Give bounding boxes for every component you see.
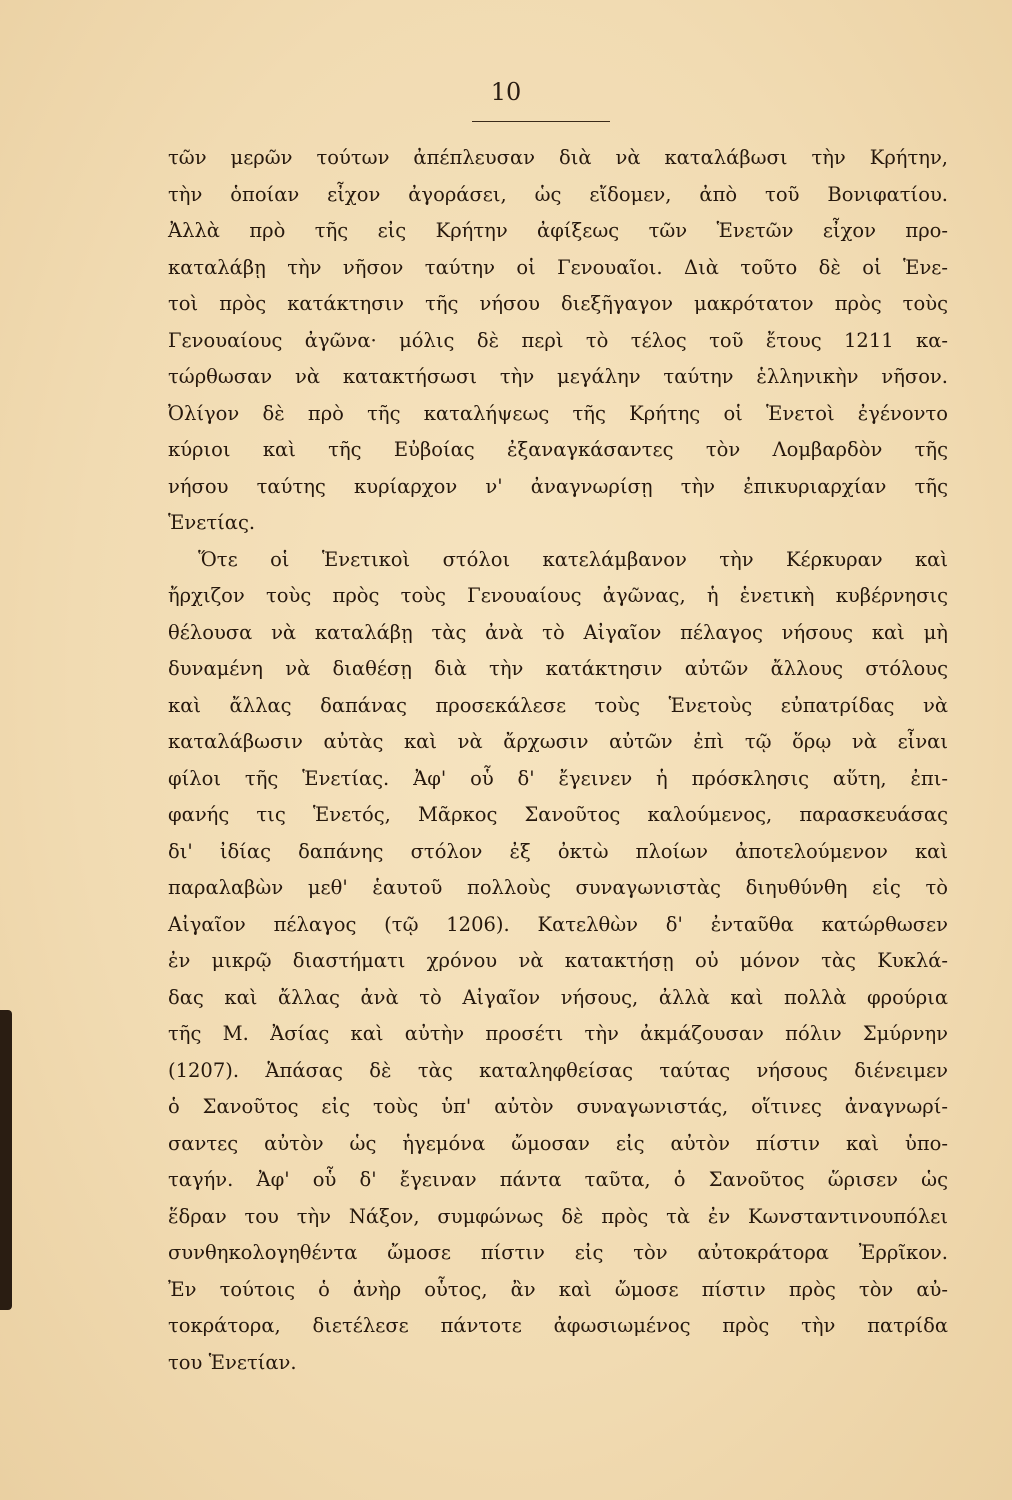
text-line: καταλάβῃ τὴν νῆσον ταύτην οἱ Γενουαῖοι. Διὰ τοῦτο δὲ οἱ Ἑνε- [168, 255, 948, 279]
text-line: φανής τις Ἑνετός, Μᾶρκος Σανοῦτος καλούμενος, παρασκευάσας [168, 803, 948, 826]
text-line: Ὅτε οἱ Ἑνετικοὶ στόλοι κατελάμβανον τὴν Κέρκυραν καὶ [198, 547, 948, 571]
text-line: ἐν μικρῷ διαστήματι χρόνου νὰ κατακτήσῃ οὐ μόνον τὰς Κυκλά- [168, 949, 948, 972]
text-line: νήσου ταύτης κυρίαρχον ν' ἀναγνωρίσῃ τὴν ἐπικυριαρχίαν τῆς [168, 474, 948, 498]
header-rule [472, 121, 610, 122]
text-line: καὶ ἄλλας δαπάνας προσεκάλεσε τοὺς Ἑνετοὺς εὐπατρίδας νὰ [168, 693, 948, 717]
text-line: δυναμένη νὰ διαθέσῃ διὰ τὴν κατάκτησιν αὐτῶν ἄλλους στόλους [168, 657, 948, 680]
paragraph-1 [168, 140, 948, 542]
text-line: ταγήν. Ἀφ' οὗ δ' ἔγειναν πάντα ταῦτα, ὁ Σανοῦτος ὥρισεν ὡς [168, 1168, 948, 1191]
text-line: Ἐν τούτοις ὁ ἀνὴρ οὗτος, ἂν καὶ ὤμοσε πίστιν πρὸς τὸν αὐ- [168, 1277, 948, 1301]
text-line: Ἑνετίας. [168, 511, 256, 534]
binding-shadow [0, 1010, 12, 1310]
text-line: ὁ Σανοῦτος εἰς τοὺς ὑπ' αὐτὸν συναγωνιστάς, οἵτινες ἀναγνωρί- [168, 1095, 948, 1118]
text-line: παραλαβὼν μεθ' ἑαυτοῦ πολλοὺς συναγωνιστὰς διηυθύνθη εἰς τὸ [168, 876, 948, 899]
text-line: Ἀλλὰ πρὸ τῆς εἰς Κρήτην ἀφίξεως τῶν Ἑνετῶν εἶχον προ- [168, 219, 948, 242]
paragraph-2 [168, 542, 948, 1382]
text-line: του Ἑνετίαν. [168, 1350, 297, 1374]
body-text [168, 140, 948, 1381]
text-line: δας καὶ ἄλλας ἀνὰ τὸ Αἰγαῖον νήσους, ἀλλὰ καὶ πολλὰ φρούρια [168, 985, 948, 1009]
text-line: συνθηκολογηθέντα ὤμοσε πίστιν εἰς τὸν αὐτοκράτορα Ἐρρῖκον. [168, 1241, 948, 1264]
text-line: ἕδραν του τὴν Νάξον, συμφώνως δὲ πρὸς τὰ ἐν Κωνσταντινουπόλει [168, 1204, 948, 1228]
text-line: τῆς Μ. Ἀσίας καὶ αὐτὴν προσέτι τὴν ἀκμάζουσαν πόλιν Σμύρνην [168, 1022, 948, 1045]
page-number: 10 [490, 78, 522, 106]
text-line: Ὀλίγον δὲ πρὸ τῆς καταλήψεως τῆς Κρήτης οἱ Ἑνετοὶ ἐγένοντο [168, 401, 948, 425]
text-line: Γενουαίους ἀγῶνα· μόλις δὲ περὶ τὸ τέλος τοῦ ἔτους 1211 κα- [168, 328, 948, 352]
text-line: τοὶ πρὸς κατάκτησιν τῆς νήσου διεξῆγαγον μακρότατον πρὸς τοὺς [168, 292, 948, 315]
text-line: Αἰγαῖον πέλαγος (τῷ 1206). Κατελθὼν δ' ἐνταῦθα κατώρθωσεν [168, 912, 948, 936]
text-line: τοκράτορα, διετέλεσε πάντοτε ἀφωσιωμένος πρὸς τὴν πατρίδα [168, 1314, 948, 1337]
text-line: τῶν μερῶν τούτων ἀπέπλευσαν διὰ νὰ καταλάβωσι τὴν Κρήτην, [168, 146, 948, 169]
text-line: κύριοι καὶ τῆς Εὐβοίας ἐξαναγκάσαντες τὸν Λομβαρδὸν τῆς [168, 438, 948, 461]
text-line: σαντες αὐτὸν ὡς ἡγεμόνα ὤμοσαν εἰς αὐτὸν πίστιν καὶ ὑπο- [168, 1131, 948, 1155]
text-line: ἤρχιζον τοὺς πρὸς τοὺς Γενουαίους ἀγῶνας, ἡ ἑνετικὴ κυβέρνησις [168, 584, 948, 607]
text-line: θέλουσα νὰ καταλάβῃ τὰς ἀνὰ τὸ Αἰγαῖον πέλαγος νήσους καὶ μὴ [168, 620, 948, 644]
text-line: δι' ἰδίας δαπάνης στόλον ἐξ ὀκτὼ πλοίων ἀποτελούμενον καὶ [168, 839, 948, 863]
text-line: τώρθωσαν νὰ κατακτήσωσι τὴν μεγάλην ταύτην ἑλληνικὴν νῆσον. [168, 365, 948, 388]
text-line: τὴν ὁποίαν εἶχον ἀγοράσει, ὡς εἴδομεν, ἀπὸ τοῦ Βονιφατίου. [168, 182, 948, 206]
text-line: καταλάβωσιν αὐτὰς καὶ νὰ ἄρχωσιν αὐτῶν ἐπὶ τῷ ὅρῳ νὰ εἶναι [168, 730, 948, 753]
text-line: (1207). Ἁπάσας δὲ τὰς καταληφθείσας ταύτας νήσους διένειμεν [168, 1058, 948, 1082]
text-line: φίλοι τῆς Ἑνετίας. Ἀφ' οὗ δ' ἔγεινεν ἡ πρόσκλησις αὕτη, ἐπι- [168, 766, 948, 790]
